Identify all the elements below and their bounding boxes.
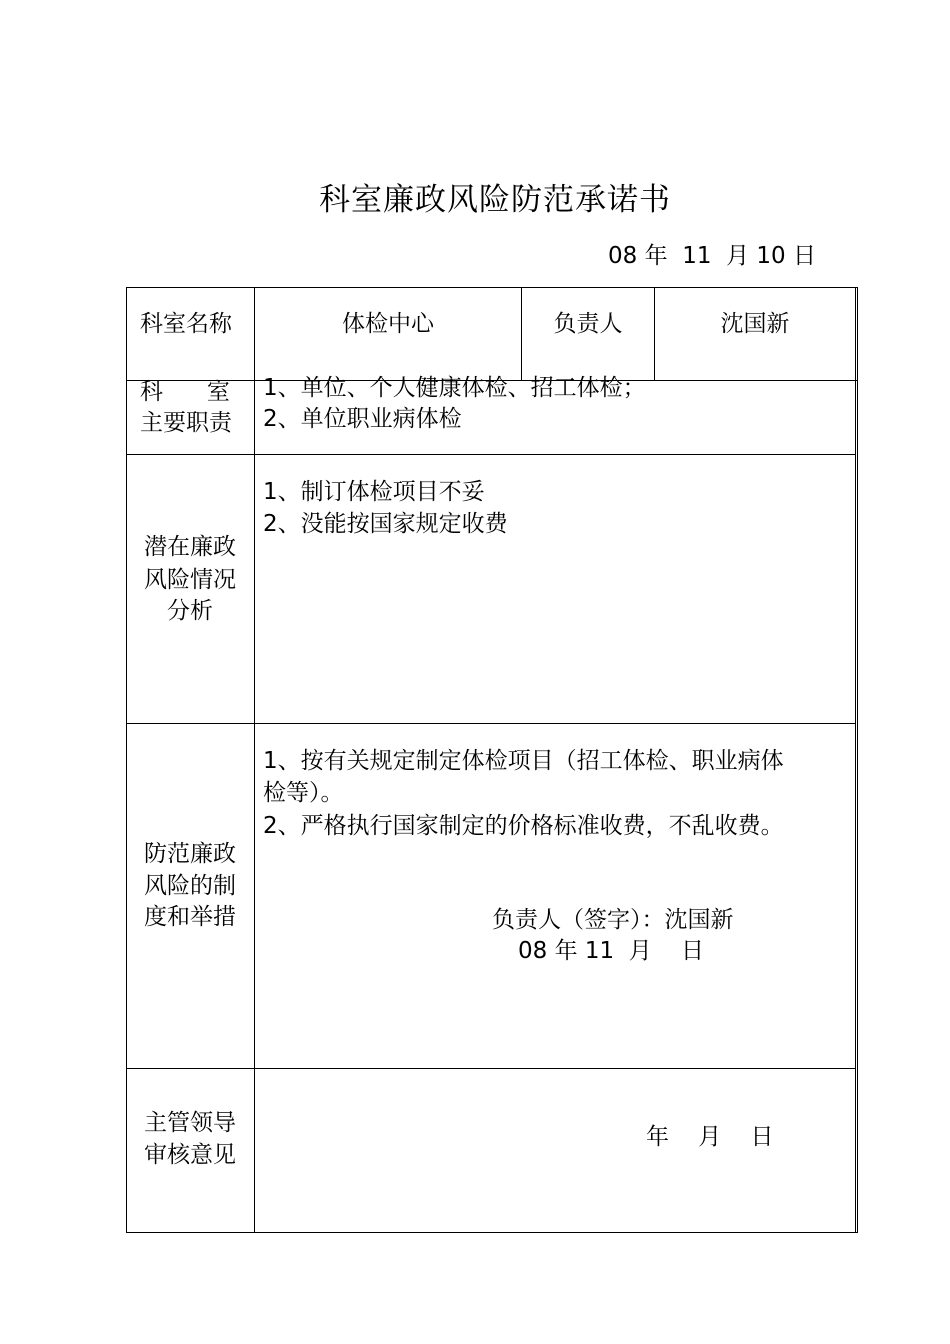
- risk-label-line3: 分析: [167, 598, 213, 624]
- table-border-left: [126, 287, 127, 1233]
- duties-label-line2: 主要职责: [140, 410, 232, 436]
- row-divider-4: [126, 1068, 856, 1069]
- risk-item-1: 1、制订体检项目不妥: [263, 479, 485, 505]
- duties-item-1: 1、单位、个人健康体检、招工体检；: [263, 375, 646, 401]
- page-title: 科室廉政风险防范承诺书: [319, 182, 671, 218]
- owner-value: 沈国新: [720, 311, 790, 337]
- measures-item-2: 2、严格执行国家制定的价格标准收费，不乱收费。: [263, 813, 784, 839]
- signature-date: 08 年 11 月 日: [518, 938, 705, 964]
- measures-label-line1: 防范廉政: [144, 841, 236, 867]
- label-column-divider: [254, 287, 255, 1233]
- duties-label-line1: 科 室: [140, 379, 230, 405]
- measures-item-1: 1、按有关规定制定体检项目（招工体检、职业病体: [263, 748, 784, 774]
- risk-item-2: 2、没能按国家规定收费: [263, 511, 508, 537]
- measures-label-line2: 风险的制: [144, 873, 236, 899]
- review-label-line2: 审核意见: [144, 1142, 236, 1168]
- dept-name-label: 科室名称: [140, 311, 232, 337]
- risk-label-line1: 潜在廉政: [144, 534, 236, 560]
- table-border-top: [126, 287, 858, 288]
- table-border-bottom: [126, 1232, 858, 1233]
- dept-name-value: 体检中心: [342, 311, 434, 337]
- document-date: 08 年 11 月 10 日: [608, 243, 816, 269]
- owner-label: 负责人: [553, 311, 623, 337]
- row-divider-3: [126, 723, 856, 724]
- measures-label-line3: 度和举措: [144, 904, 236, 930]
- signature-line: 负责人（签字）：沈国新: [492, 907, 734, 933]
- duties-item-2: 2、单位职业病体检: [263, 406, 462, 432]
- measures-item-1-cont: 检等）。: [263, 780, 344, 806]
- commitment-form-table: [126, 287, 858, 1234]
- review-date: 年 月 日: [646, 1124, 774, 1150]
- table-border-right-shadow: [857, 287, 858, 1233]
- table-border-right: [855, 287, 856, 1233]
- row-divider-2: [126, 454, 856, 455]
- review-label-line1: 主管领导: [144, 1110, 236, 1136]
- risk-label-line2: 风险情况: [144, 567, 236, 593]
